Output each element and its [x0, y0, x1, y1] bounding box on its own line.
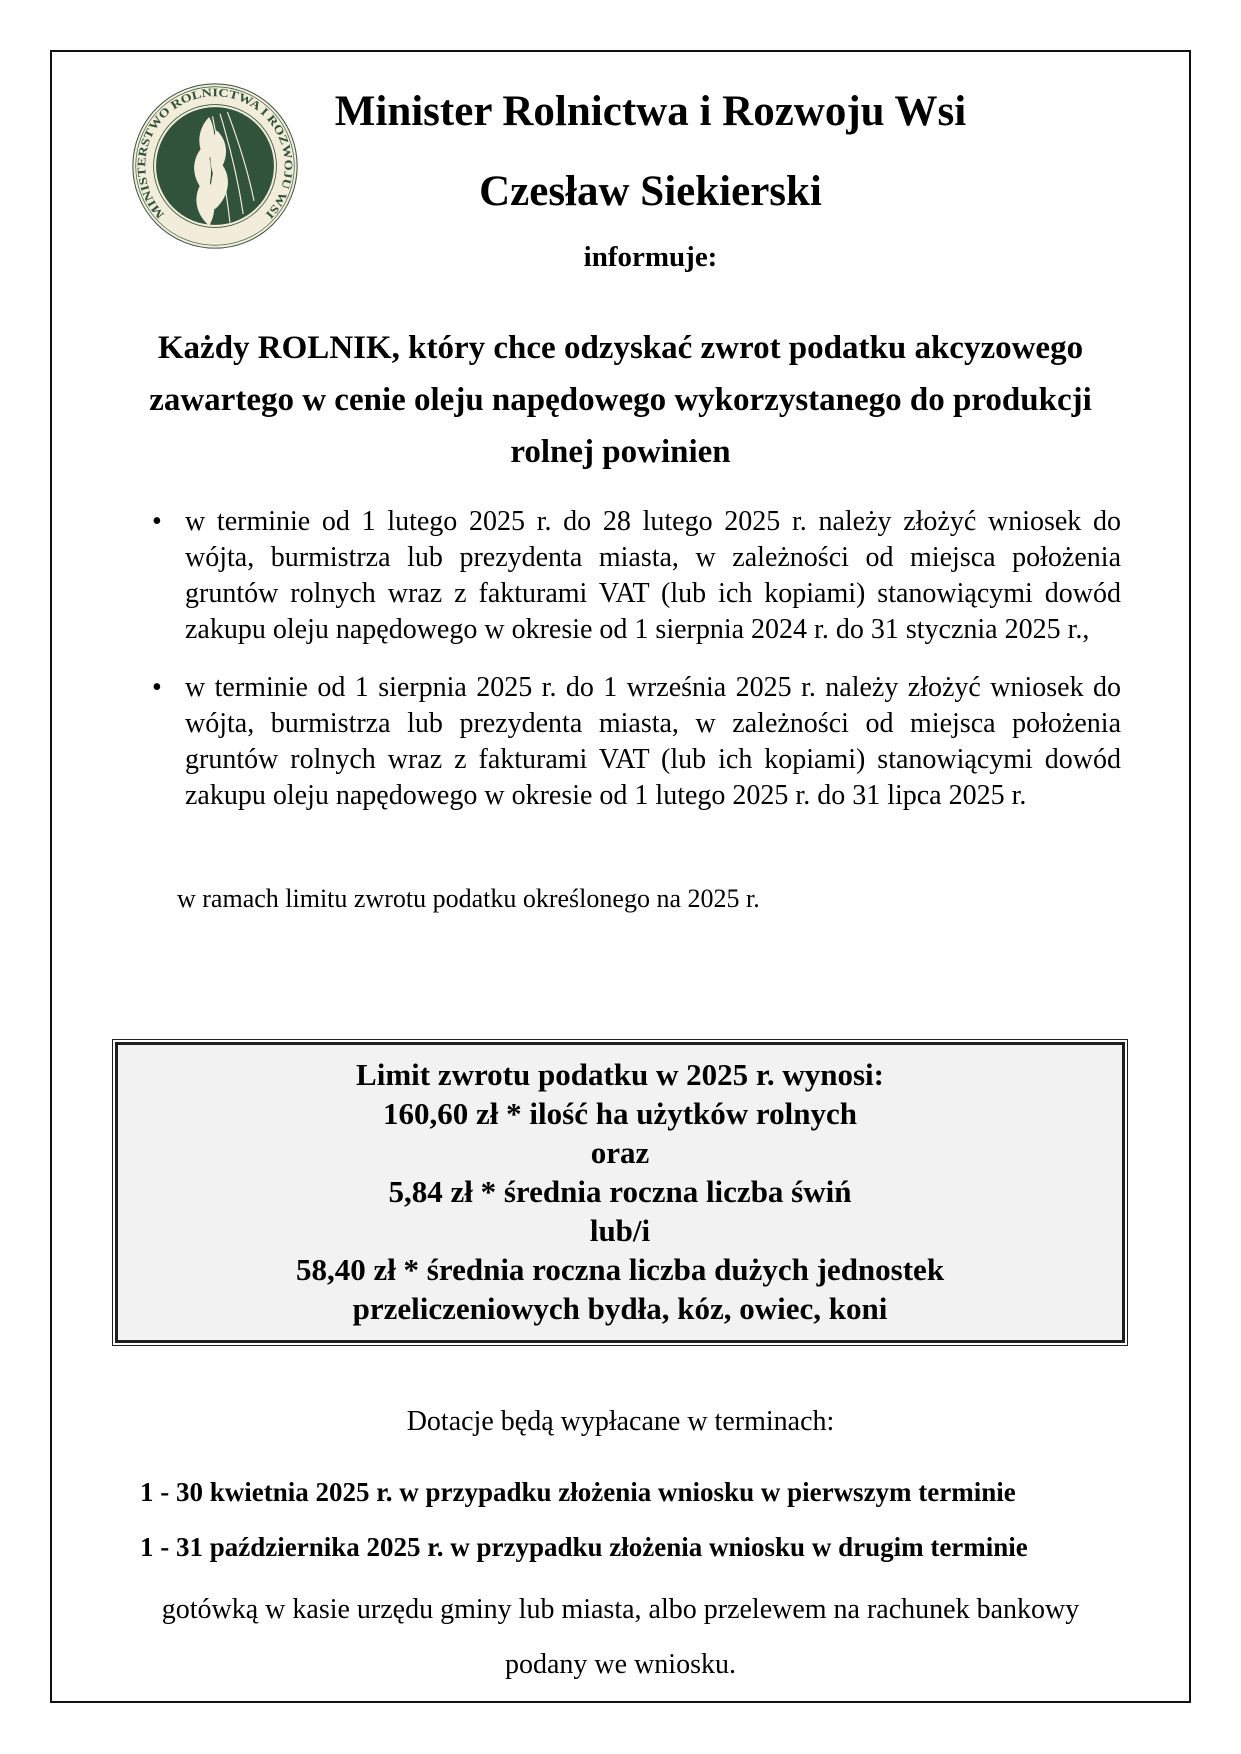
- payment-method-line1: gotówką w kasie urzędu gminy lub miasta, albo przelewem na rachunek bankowy: [161, 1594, 1080, 1625]
- payment-method: [52, 1582, 1189, 1692]
- minister-name: Czesław Siekierski: [479, 168, 822, 215]
- limit-box-lub-i: lub/i: [589, 1213, 651, 1248]
- deadline-item-second-term: • w terminie od 1 sierpnia 2025 r. do 1 września 2025 r. należy złożyć wniosek do wójta, burmistrza lub prezydenta miasta, w zależności od miejsca położenia gruntów rolnych wraz z fakturami VAT (lub ich kopiami) stanowiącymi dowód zakupu oleju napędowego w okresie od 1 lutego 2025 r. do 31 lipca 2025 r.: [185, 670, 1121, 814]
- minister-title: Minister Rolnictwa i Rozwoju Wsi: [334, 88, 967, 135]
- lead-paragraph-text: Każdy ROLNIK, który chce odzyskać zwrot podatku akcyzowego zawartego w cenie oleju napędowego wykorzystanego do produkcji rolnej powinien: [149, 330, 1092, 470]
- limit-box-rate-land: 160,60 zł * ilość ha użytków rolnych: [383, 1096, 857, 1131]
- lead-paragraph: [52, 322, 1189, 478]
- payment-term-first: 1 - 30 kwietnia 2025 r. w przypadku złożenia wniosku w pierwszym terminie: [140, 1477, 1016, 1507]
- deadline-item-first-term: • w terminie od 1 lutego 2025 r. do 28 lutego 2025 r. należy złożyć wniosek do wójta, burmistrza lub prezydenta miasta, w zależności od miejsca położenia gruntów rolnych wraz z fakturami VAT (lub ich kopiami) stanowiącymi dowód zakupu oleju napędowego w okresie od 1 sierpnia 2024 r. do 31 stycznia 2025 r.,: [185, 504, 1121, 648]
- payment-method-line2: podany we wniosku.: [505, 1649, 736, 1680]
- payment-term-second: 1 - 31 października 2025 r. w przypadku złożenia wniosku w drugim terminie: [140, 1532, 1028, 1562]
- limit-box-oraz: oraz: [590, 1135, 650, 1170]
- payment-terms-intro: Dotacje będą wypłacane w terminach:: [406, 1406, 835, 1437]
- seal-ring-text: MINISTERSTWO ROLNICTWA I ROZWOJU WSI: [135, 86, 295, 221]
- informs-label: informuje:: [583, 241, 718, 273]
- page-frame: [50, 50, 1191, 1703]
- limit-box-rate-livestock: 58,40 zł * średnia roczna liczba dużych jednostek przeliczeniowych bydła, kóz, owiec, koni: [295, 1252, 945, 1326]
- limit-note: w ramach limitu zwrotu podatku określonego na 2025 r.: [177, 884, 760, 913]
- limit-box: [115, 1042, 1125, 1343]
- limit-box-rate-pigs: 5,84 zł * średnia roczna liczba świń: [388, 1174, 852, 1209]
- deadline-list: [52, 504, 1189, 836]
- limit-box-heading: Limit zwrotu podatku w 2025 r. wynosi:: [356, 1057, 884, 1092]
